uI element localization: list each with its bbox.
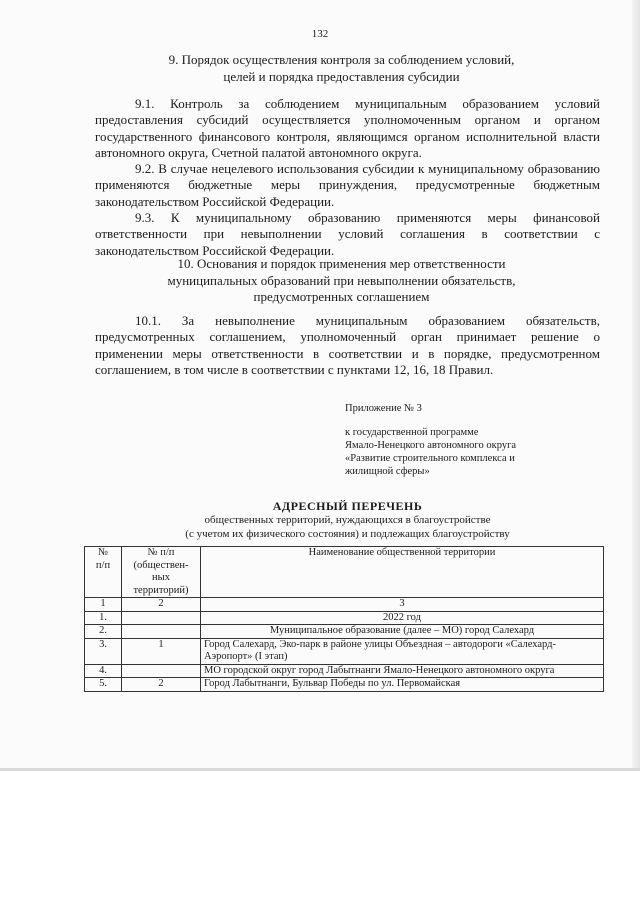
table-cell: 1. (85, 611, 122, 625)
section-9-title-line1: 9. Порядок осуществления контроля за соблюдением условий, (168, 52, 515, 67)
header-col-territory-number (122, 547, 201, 598)
table-cell: Город Салехард, Эко-парк в районе улицы Объездная – автодороги «Салехард-Аэропорт» (I этап) (201, 638, 604, 664)
table-row (85, 638, 604, 664)
paragraph-9-1: 9.1. Контроль за соблюдением муниципальным образованием условий предоставления субсидий осуществляется уполномоченным органом и органом государственного финансового контроля, являющимся органом исполнительной власти автономного округа, Счетной палатой автономного округа. (95, 96, 600, 160)
appendix-line2: Ямало-Ненецкого автономного округа (345, 440, 517, 451)
appendix-reference (345, 426, 585, 478)
header-col2-line4: территорий) (133, 584, 189, 596)
paragraph-9-3: 9.3. К муниципальному образованию применяются меры финансовой ответственности при невыполнении условий соглашения в соответствии с законодательством Российской Федерации. (95, 210, 600, 258)
table-cell: 2 (122, 598, 201, 612)
table-cell: 3 (201, 598, 604, 612)
table-row (85, 611, 604, 625)
table-row (85, 625, 604, 639)
table-header-row (85, 547, 604, 598)
list-subtitle2: (с учетом их физического состояния) и подлежащих благоустройству (185, 527, 510, 540)
section-10-body (95, 313, 600, 378)
table-cell: 1 (85, 598, 122, 612)
table-cell (122, 625, 201, 639)
paragraph-10-1: 10.1. За невыполнение муниципальным образованием обязательств, предусмотренных соглашением, уполномоченный орган принимает решение о применении меры ответственности в соответствии и в порядке, предусмотренном соглашением, в том числе в соответствии с пунктами 12, 16, 18 Правил. (95, 313, 600, 377)
paragraph-9-2: 9.2. В случае нецелевого использования субсидии к муниципальному образованию применяются бюджетные меры принуждения, предусмотренные бюджетным законодательством Российской Федерации. (95, 161, 600, 209)
table-row (85, 678, 604, 692)
section-10-title (80, 256, 603, 306)
page-number: 132 (311, 28, 329, 40)
appendix-line4: жилищной сферы» (345, 466, 430, 477)
header-col-territory-name: Наименование общественной территории (201, 547, 604, 598)
table-cell: 1 (122, 638, 201, 664)
page-edge (632, 0, 640, 770)
header-col2-line2: (обществен- (133, 559, 189, 571)
section-10-title-line1: 10. Основания и порядок применения мер ответственности (177, 256, 506, 271)
section-9-title (80, 52, 603, 85)
table-cell: МО городской округ город Лабытнанги Ямало-Ненецкого автономного округа (201, 664, 604, 678)
section-9-body (95, 96, 600, 259)
table-numbering-row (85, 598, 604, 612)
list-title-block (90, 499, 605, 541)
section-10-title-line2: муниципальных образований при невыполнении обязательств, (167, 272, 516, 288)
table-cell: 2. (85, 625, 122, 639)
table-row (85, 664, 604, 678)
header-col1-line1: № (97, 547, 109, 558)
table-cell: 4. (85, 664, 122, 678)
section-9-title-line2: целей и порядка предоставления субсидии (223, 68, 460, 84)
header-col1-line2: п/п (95, 559, 111, 571)
header-col2-line1: № п/п (147, 547, 175, 558)
table-cell (122, 664, 201, 678)
table-cell: Город Лабытнанги, Бульвар Победы по ул. Первомайская (201, 678, 604, 692)
page-bottom-edge (0, 768, 640, 771)
table-cell: 2 (122, 678, 201, 692)
table-cell: Муниципальное образование (далее – МО) город Салехард (201, 625, 604, 639)
header-col-number (85, 547, 122, 598)
appendix-line3: «Развитие строительного комплекса и (345, 453, 515, 464)
table-cell: 5. (85, 678, 122, 692)
header-col2-line3: ных (152, 572, 170, 583)
table-cell: 3. (85, 638, 122, 664)
list-subtitle1: общественных территорий, нуждающихся в благоустройстве (204, 514, 491, 526)
appendix-line1: к государственной программе (345, 427, 479, 438)
appendix-label: Приложение № 3 (345, 403, 422, 414)
list-title: АДРЕСНЫЙ ПЕРЕЧЕНЬ (272, 499, 423, 513)
territory-table (84, 546, 604, 692)
section-10-title-line3: предусмотренных соглашением (253, 289, 430, 304)
table-cell (122, 611, 201, 625)
table-cell: 2022 год (201, 611, 604, 625)
